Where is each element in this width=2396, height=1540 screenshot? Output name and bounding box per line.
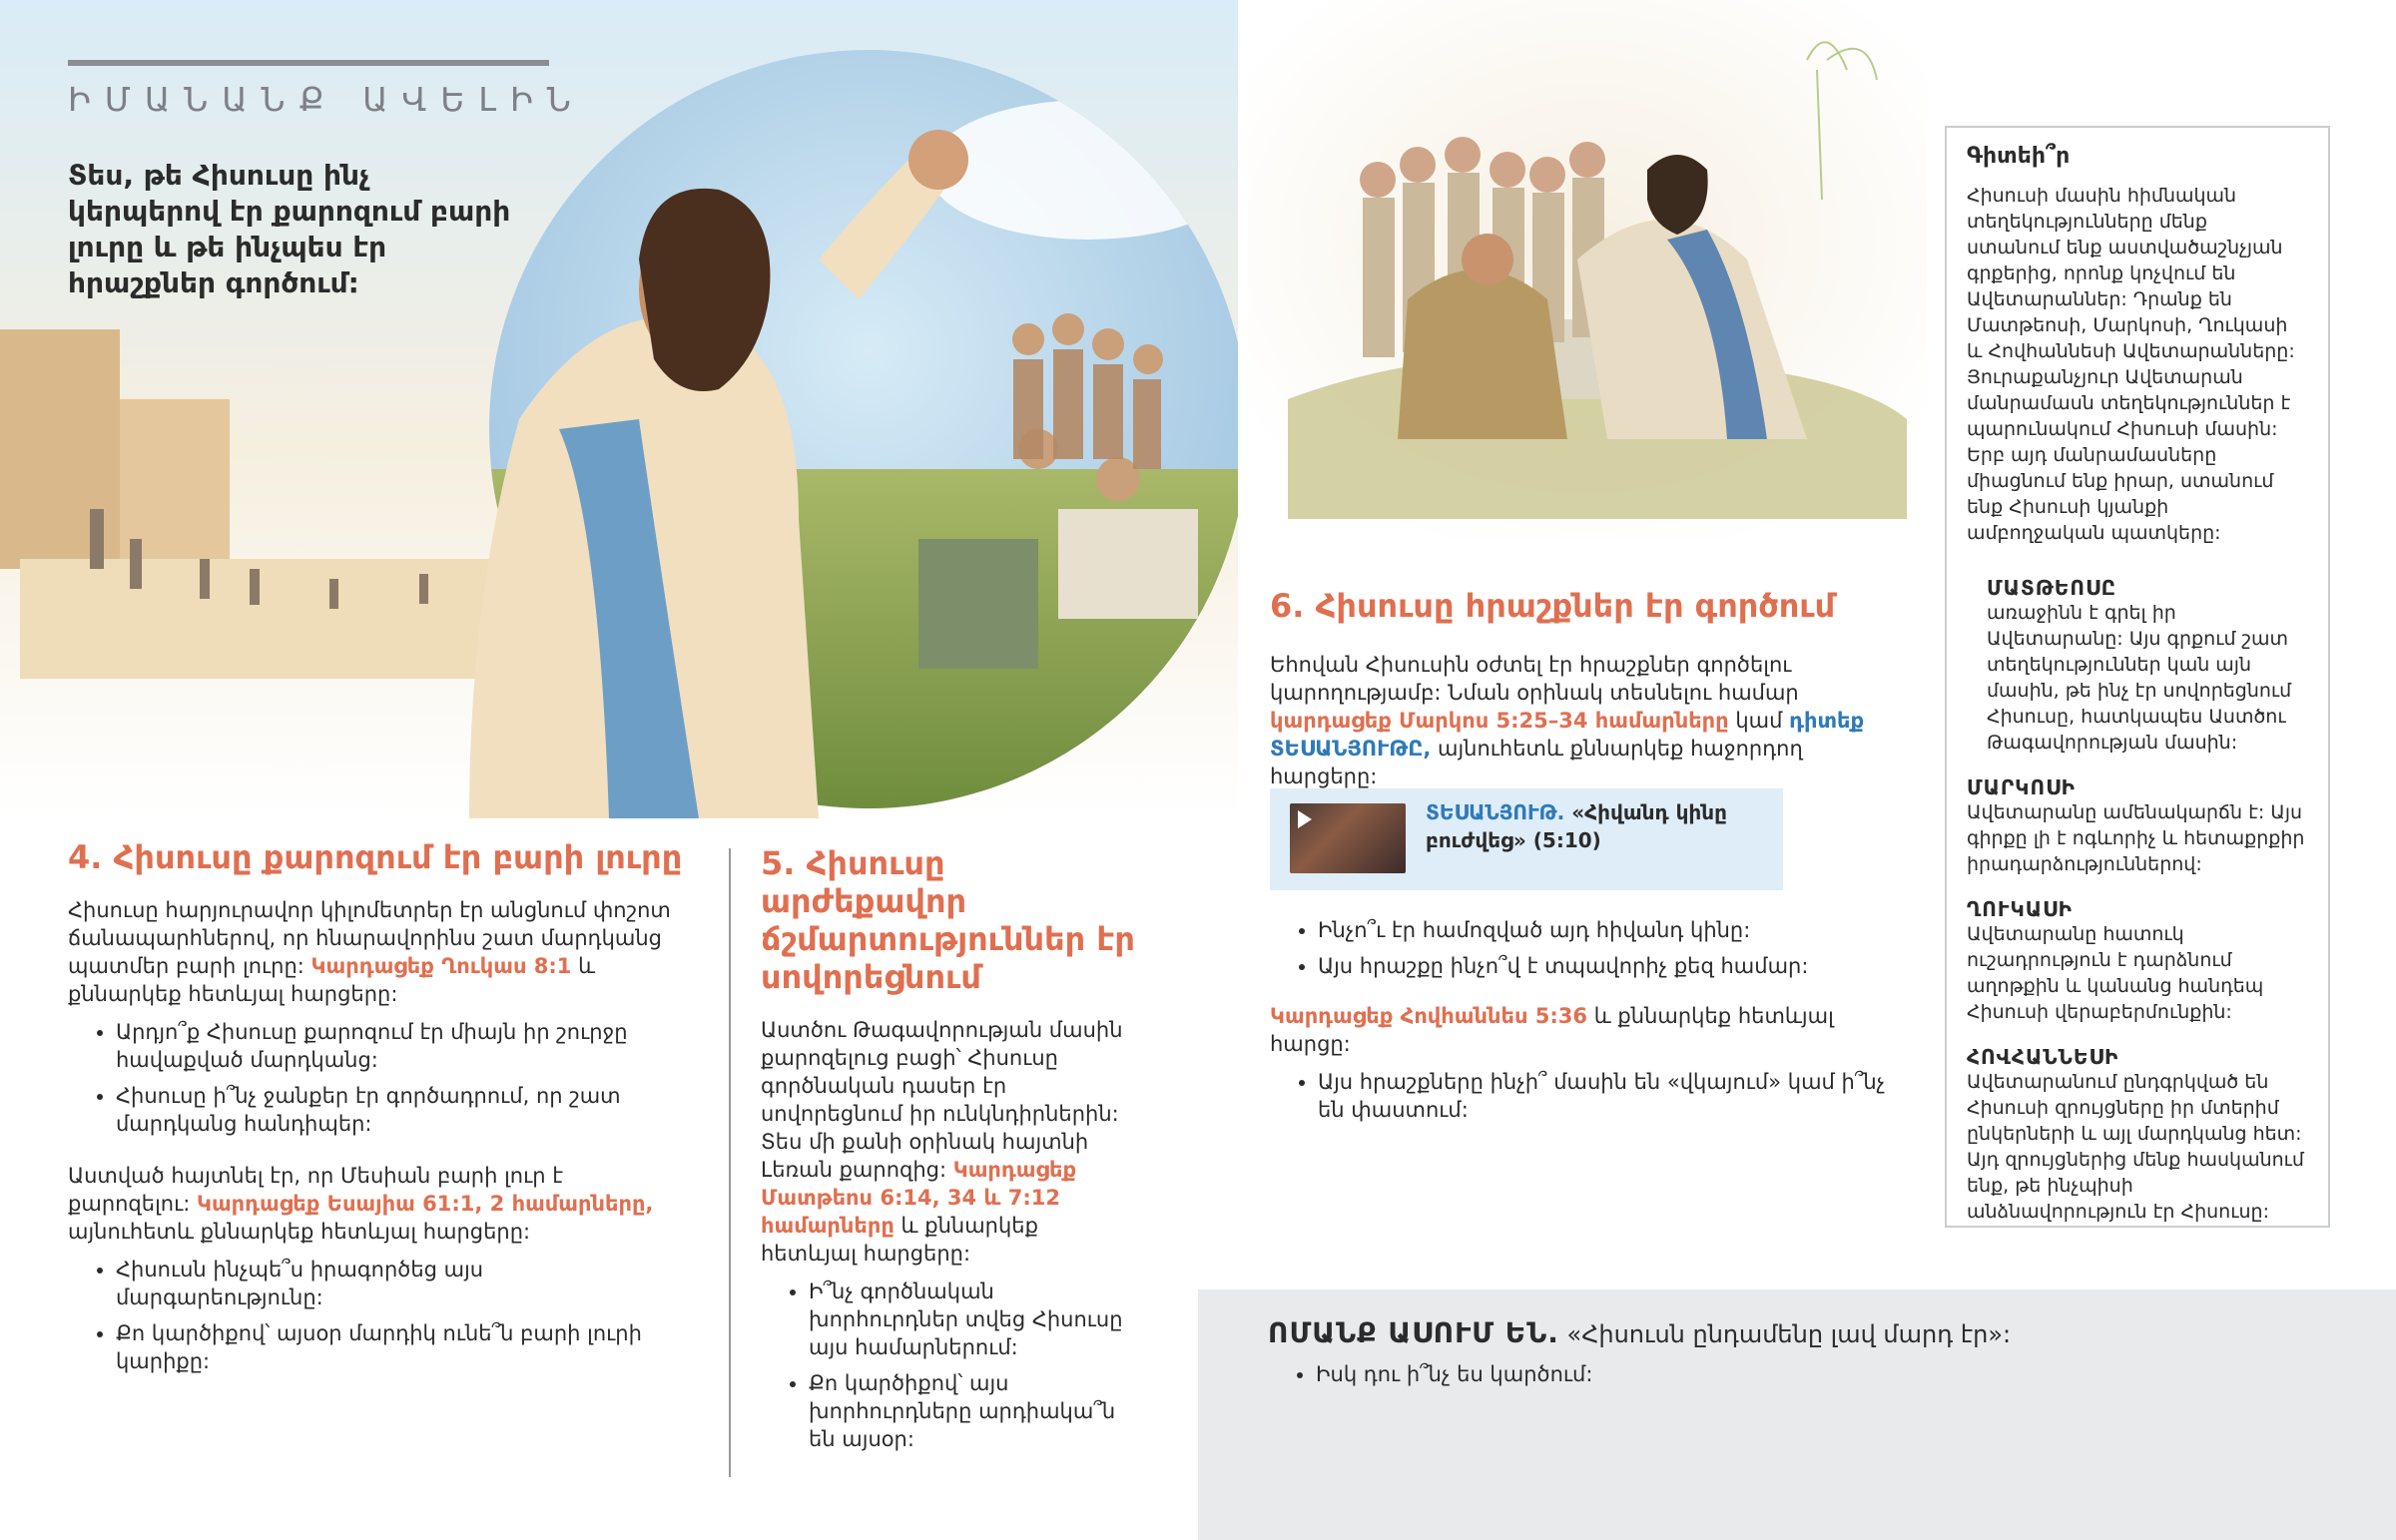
gospel-name: ՂՈՒԿԱՍԻ: [1967, 897, 2073, 921]
gospel-name: ՄԱՏԹԵՈՍԸ: [1987, 576, 2117, 600]
question-item: • Հիսուսն ինչպե՞ս իրագործեց այս մարգարեությունը:: [116, 1256, 687, 1311]
question-list: [1270, 1068, 1909, 1124]
gospel-name: ՀՈՎՀԱՆՆԵՍԻ: [1967, 1045, 2119, 1069]
scripture-link[interactable]: Կարդացեք Մատթեոս 6:14, 34 և 7:12 համարները: [761, 1158, 1077, 1238]
sidebar-intro: Հիսուսի մասին հիմնական տեղեկությունները մենք ստանում ենք աստվածաշնչյան գրքերից, որոնք կոչվում են Ավետարաններ: Դրանք են Մատթեոսի, Մարկոսի, Ղուկասի և Հովհաննեսի Ավետարանները: Յուրաքանչյուր Ավետարան մանրամասն տեղեկություններ է պարունակում Հիսուսի մասին: Երբ այդ մանրամասները միացնում ենք իրար, ստանում ենք Հիսուսի կյանքի ամբողջական պատկերը:: [1967, 185, 2295, 544]
section-6-title: 6. Հիսուսը հրաշքներ էր գործում: [1270, 587, 1836, 625]
section-4-paragraph-1: [68, 896, 687, 1008]
video-title: «Հիվանդ կինը բուժվեց» (5:10): [1426, 800, 1727, 852]
paragraph-text: և քննարկեք հետևյալ հարցերը:: [761, 1214, 1038, 1266]
paragraph-text: և քննարկեք հետևյալ հարցը:: [1270, 1004, 1834, 1056]
section-4-title: 4. Հիսուսը քարոզում էր բարի լուրը: [68, 838, 683, 876]
others-say-content: [1268, 1317, 2346, 1396]
gospel-item: [1967, 1045, 2306, 1225]
scripture-link[interactable]: Կարդացեք Եսայիա 61:1, 2 համարները,: [196, 1192, 654, 1216]
question-item: • Հիսուսը ի՞նչ ջանքեր էր գործադրում, որ շատ մարդկանց հանդիպեր:: [116, 1082, 687, 1138]
video-card-text[interactable]: [1426, 798, 1765, 854]
question-list: [68, 1256, 687, 1375]
scripture-link[interactable]: Կարդացեք Հովհաննես 5:36: [1270, 1004, 1588, 1028]
paragraph-text: Եհովան Հիսուսին օժտել էր հրաշքներ գործելու կարողությամբ: Նման օրինակ տեսնելու համար: [1270, 653, 1799, 705]
section-5-paragraph-1: [761, 1016, 1140, 1268]
section-6-questions: [1270, 916, 1909, 1132]
question-list: [68, 1018, 687, 1138]
section-6: [1270, 587, 1909, 790]
gospel-description: Ավետարանը ամենակարճն է: Այս գիրքը լի է ոգևորիչ և հետաքրքիր իրադարձություններով:: [1967, 801, 2305, 875]
others-say-quote: «Հիսուսն ընդամենը լավ մարդ էր»:: [1566, 1320, 2012, 1348]
question-item: • Այս հրաշքը ինչո՞վ է տպավորիչ քեզ համար:: [1318, 952, 1909, 980]
question-item: • Իսկ դու ի՞նչ ես կարծում:: [1316, 1360, 2346, 1388]
healing-illustration: [1248, 0, 1927, 539]
paragraph-text: այնուհետև քննարկեք հետևյալ հարցերը:: [68, 1220, 531, 1244]
question-list: [1270, 916, 1909, 980]
question-item: • Ի՞նչ գործնական խորհուրդներ տվեց Հիսուսը այս համարներում:: [809, 1278, 1140, 1361]
question-list: [761, 1278, 1140, 1453]
section-4: [68, 838, 687, 1383]
question-item: • Այս հրաշքները ինչի՞ մասին են «վկայում» կամ ի՞նչ են փաստում:: [1318, 1068, 1909, 1124]
sidebar-content: [1967, 144, 2306, 1225]
paragraph-text: Աստված հայտնել էր, որ Մեսիան բարի լուր է քարոզելու:: [68, 1164, 564, 1216]
section-6-paragraph-1: [1270, 651, 1909, 790]
section-5: [761, 844, 1140, 1461]
gospel-description: Ավետարանը հատուկ ուշադրություն է դարձնում աղոթքին և կանանց հանդեպ Հիսուսի վերաբերմունքին:: [1967, 923, 2264, 1023]
question-item: • Արդյո՞ք Հիսուսը քարոզում էր միայն իր շուրջը հավաքված մարդկանց:: [116, 1018, 687, 1074]
column-divider: [729, 848, 731, 1477]
gospel-item: [1967, 897, 2306, 1025]
paragraph-text: Հիսուսը հարյուրավոր կիլոմետրեր էր անցնում փոշոտ ճանապարհներով, որ հնարավորինս շատ մարդկանց պատմեր բարի լուրը:: [68, 898, 671, 978]
hero-illustration: [0, 0, 1238, 818]
kicker-rule: [68, 60, 549, 66]
question-item: • Քո կարծիքով՝ այսօր մարդիկ ունե՞ն բարի լուրի կարիքը:: [116, 1319, 687, 1375]
question-item: • Ինչո՞ւ էր համոզված այդ հիվանդ կինը:: [1318, 916, 1909, 944]
paragraph-text: և քննարկեք հետևյալ հարցերը:: [68, 954, 596, 1006]
gospel-description: Ավետարանում ընդգրկված են Հիսուսի զրույցները իր մտերիմ ընկերների և այլ մարդկանց հետ: Այդ զրույցներից մենք հասկանում ենք, թե ինչպիսի անձնավորություն էր Հիսուսը:: [1967, 1071, 2304, 1223]
video-link[interactable]: դիտեք ՏԵՍԱՆՅՈՒԹԸ,: [1270, 709, 1865, 761]
paragraph-text: այնուհետև քննարկեք հաջորդող հարցերը:: [1270, 737, 1803, 788]
gospel-item: [1967, 775, 2306, 877]
section-5-title: 5. Հիսուսը արժեքավոր ճշմարտություններ էր սովորեցնում: [761, 844, 1135, 996]
gospel-item: [1967, 576, 2306, 756]
gospel-name: ՄԱՐԿՈՍԻ: [1967, 775, 2076, 799]
section-kicker: ԻՄԱՆԱՆՔ ԱՎԵԼԻՆ: [68, 80, 585, 119]
sidebar-title: Գիտեի՞ր: [1967, 144, 2071, 169]
intro-text: Տես, թե Հիսուսը ինչ կերպերով էր քարոզում բարի լուրը և թե ինչպես էր հրաշքներ գործում:: [68, 159, 511, 299]
section-6-paragraph-2: [1270, 1002, 1909, 1058]
paragraph-text: կամ: [1735, 709, 1783, 733]
question-list: [1268, 1360, 2346, 1388]
others-say-line: [1268, 1317, 2346, 1350]
scripture-link[interactable]: Կարդացեք Ղուկաս 8:1: [310, 954, 572, 978]
paragraph-text: Աստծու Թագավորության մասին քարոզելուց բացի՝ Հիսուսը գործնական դասեր էր սովորեցնում իր ունկնդիրներին: Տես մի քանի օրինակ հայտնի Լեռան քարոզից:: [761, 1018, 1123, 1182]
play-icon[interactable]: [1298, 810, 1312, 828]
video-label: ՏԵՍԱՆՅՈՒԹ.: [1426, 800, 1565, 824]
gospel-description: առաջինն է գրել իր Ավետարանը: Այս գրքում շատ տեղեկություններ կան այն մասին, թե ինչ էր սովորեցնում Հիսուսը, հատկապես Աստծու Թագավորության մասին:: [1987, 602, 2292, 754]
section-4-paragraph-2: [68, 1162, 687, 1246]
question-item: • Քո կարծիքով՝ այս խորհուրդները արդիակա՞ն են այսօր:: [809, 1369, 1140, 1453]
scripture-link[interactable]: կարդացեք Մարկոս 5:25–34 համարները: [1270, 709, 1729, 733]
others-say-label: ՈՄԱՆՔ ԱՍՈՒՄ ԵՆ.: [1268, 1316, 1559, 1349]
